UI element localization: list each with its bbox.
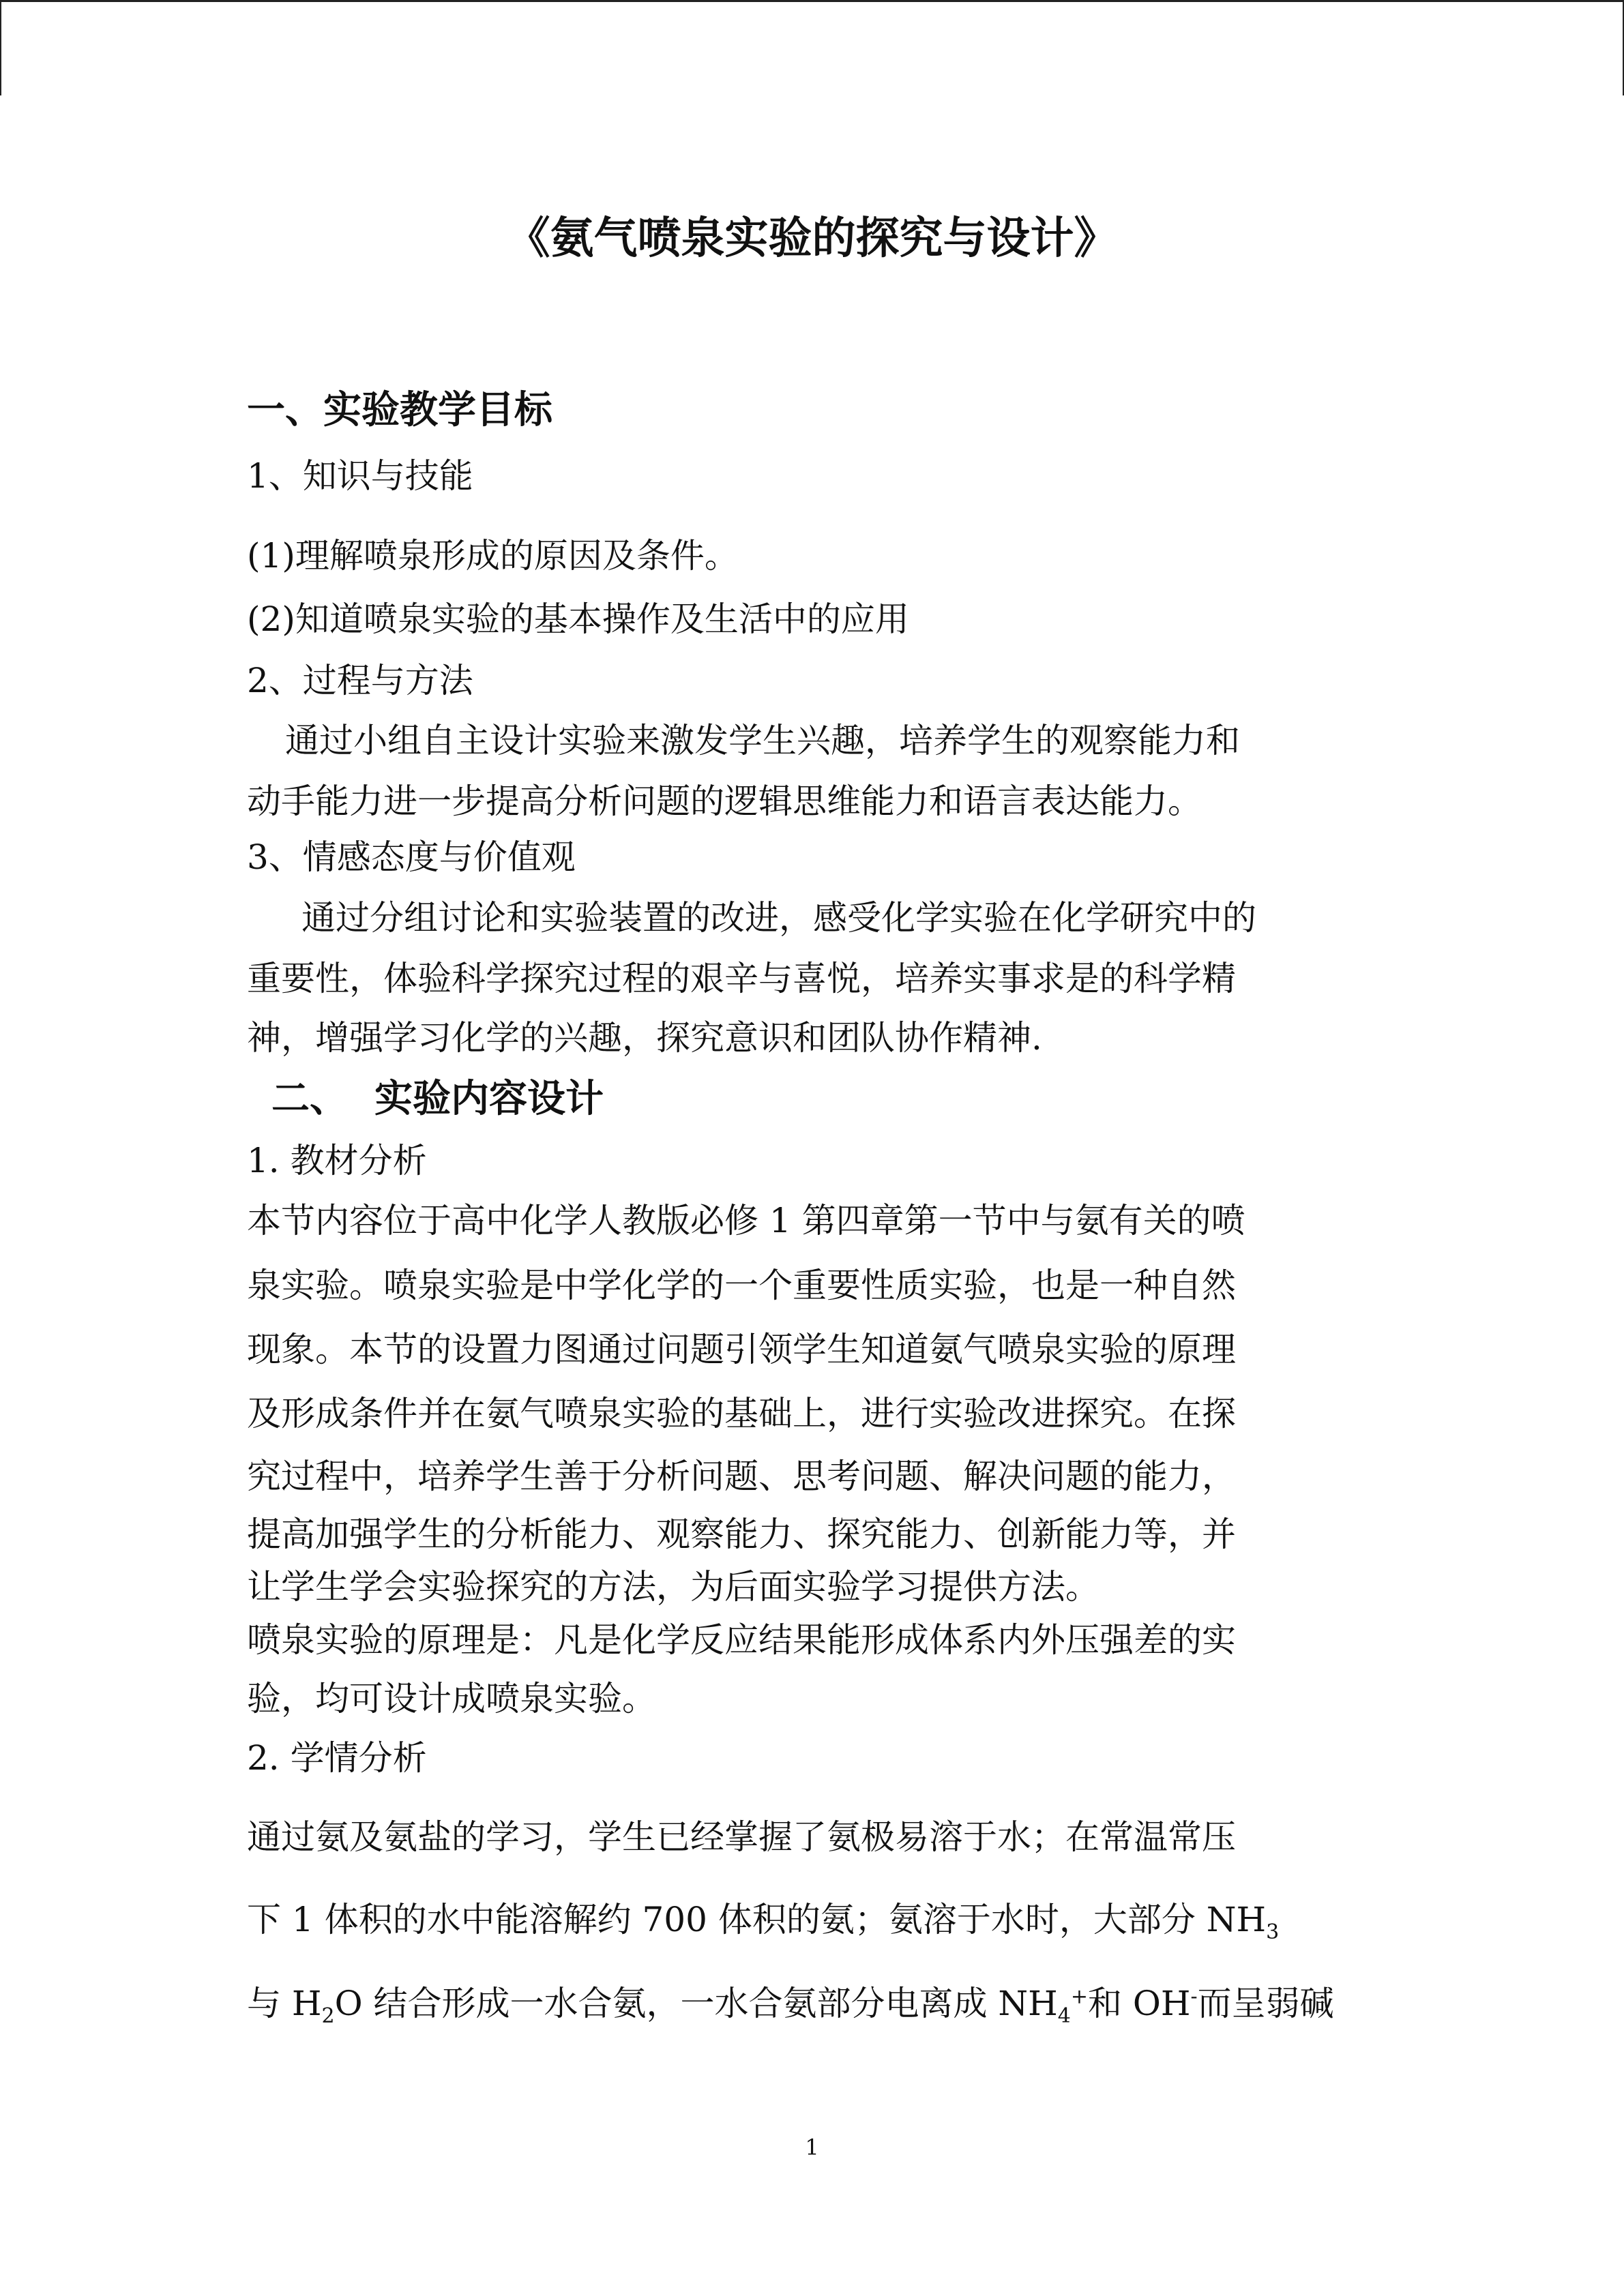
paragraph-line: 通过小组自主设计实验来激发学生兴趣，培养学生的观察能力和 — [285, 721, 1240, 760]
paragraph-line: 本节内容位于高中化学人教版必修 1 第四章第一节中与氨有关的喷 — [247, 1201, 1245, 1240]
paragraph-line: 重要性，体验科学探究过程的艰辛与喜悦，培养实事求是的科学精 — [247, 959, 1236, 998]
section-heading-1: 一、实验教学目标 — [247, 387, 552, 432]
subsection-heading: 1. 教材分析 — [247, 1141, 427, 1180]
list-item: (1)理解喷泉形成的原因及条件。 — [247, 536, 739, 576]
superscript: - — [1190, 1984, 1198, 2009]
subsection-heading: 2. 学情分析 — [247, 1738, 427, 1778]
subscript: 4 — [1057, 2004, 1071, 2028]
section-heading-2: 二、 实验内容设计 — [271, 1076, 604, 1121]
paragraph-line: 究过程中，培养学生善于分析问题、思考问题、解决问题的能力， — [247, 1457, 1236, 1496]
line-text: O 结合形成一水合氨，一水合氨部分电离成 NH — [334, 1984, 1058, 2023]
subscript: 2 — [321, 2004, 335, 2028]
line-text: 和 OH — [1087, 1984, 1191, 2023]
paragraph-line — [247, 1900, 1280, 1944]
paragraph-line: 通过氨及氨盐的学习，学生已经掌握了氨极易溶于水；在常温常压 — [247, 1817, 1236, 1857]
paragraph-line: 验，均可设计成喷泉实验。 — [247, 1679, 656, 1718]
list-item: (2)知道喷泉实验的基本操作及生活中的应用 — [247, 599, 909, 639]
paragraph-line: 喷泉实验的原理是：凡是化学反应结果能形成体系内外压强差的实 — [247, 1620, 1236, 1660]
paragraph-line: 现象。本节的设置力图通过问题引领学生知道氨气喷泉实验的原理 — [247, 1330, 1236, 1369]
page-number: 1 — [805, 2134, 819, 2160]
paragraph-line: 动手能力进一步提高分析问题的逻辑思维能力和语言表达能力。 — [247, 781, 1202, 821]
paragraph-line: 泉实验。喷泉实验是中学化学的一个重要性质实验，也是一种自然 — [247, 1266, 1236, 1305]
superscript: + — [1070, 1984, 1088, 2009]
line-text: 与 H — [247, 1984, 322, 2023]
subsection-heading: 2、过程与方法 — [247, 661, 473, 700]
document-title: 《氨气喷泉实验的探究与设计》 — [506, 213, 1118, 264]
paragraph-line: 及形成条件并在氨气喷泉实验的基础上，进行实验改进探究。在探 — [247, 1394, 1236, 1433]
line-text: 而呈弱碱 — [1197, 1984, 1334, 2023]
line-text: 下 1 体积的水中能溶解约 700 体积的氨；氨溶于水时，大部分 NH — [247, 1900, 1267, 1939]
paragraph-line: 通过分组讨论和实验装置的改进，感受化学实验在化学研究中的 — [301, 898, 1256, 938]
paragraph-line: 神，增强学习化学的兴趣，探究意识和团队协作精神. — [247, 1018, 1042, 1058]
subsection-heading: 1、知识与技能 — [247, 456, 473, 496]
paragraph-line — [247, 1986, 1334, 2027]
subsection-heading: 3、情感态度与价值观 — [247, 837, 576, 877]
paragraph-line: 让学生学会实验探究的方法，为后面实验学习提供方法。 — [247, 1567, 1099, 1607]
page-border — [0, 0, 1624, 2]
page-border — [0, 0, 1, 95]
paragraph-line: 提高加强学生的分析能力、观察能力、探究能力、创新能力等，并 — [247, 1515, 1236, 1554]
subscript: 3 — [1266, 1920, 1280, 1944]
